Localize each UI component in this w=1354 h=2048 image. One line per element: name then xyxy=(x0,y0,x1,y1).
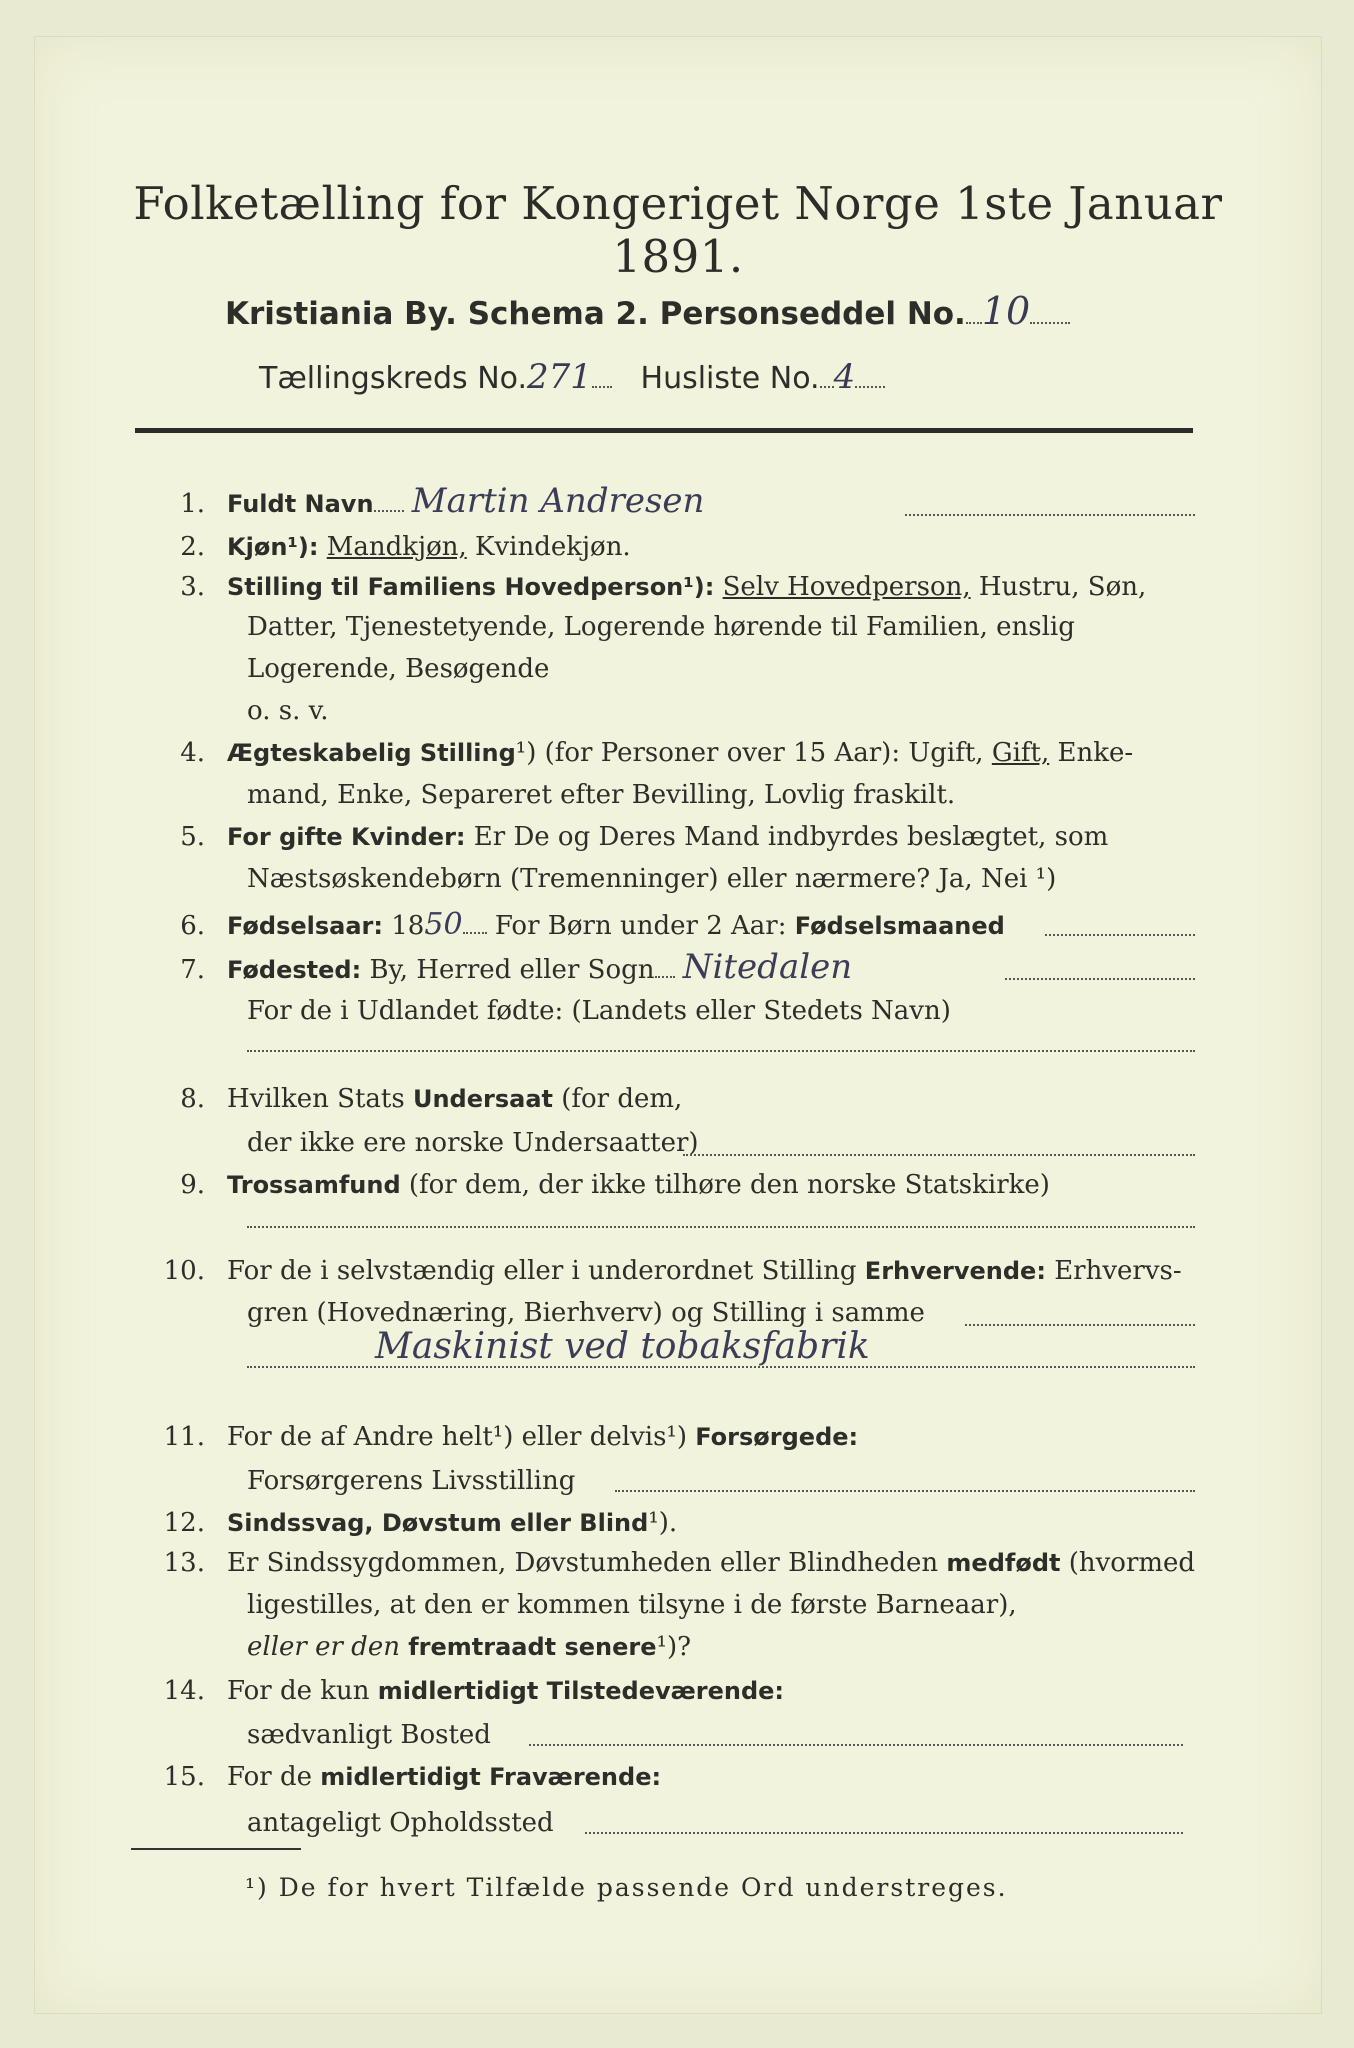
taellingskreds-label: Tællingskreds No. xyxy=(259,361,527,396)
header-line-1-prefix: Kristiania By. Schema 2. Personseddel No. xyxy=(225,296,966,332)
q1-answer-name: Martin Andresen xyxy=(411,481,705,521)
question-8: 8. Hvilken Stats Undersaat (for dem, xyxy=(180,1084,683,1114)
husliste-number: 4 xyxy=(833,357,856,397)
question-9: 9. Trossamfund (for dem, der ikke tilhøre den norske Statskirke) xyxy=(180,1170,1050,1200)
question-7: 7. Fødested: By, Herred eller Sogn Nitedalen xyxy=(180,947,853,987)
q10-occupation: Maskinist ved tobaksfabrik xyxy=(375,1326,870,1367)
question-2: 2. Kjøn¹): Mandkjøn, Kvindekjøn. xyxy=(180,532,631,562)
question-15: 15. For de midlertidigt Fraværende: xyxy=(163,1762,662,1792)
question-5: 5. For gifte Kvinder: Er De og Deres Mand indbyrdes beslægtet, som xyxy=(180,822,1109,852)
q7-birthplace: Nitedalen xyxy=(682,947,853,987)
question-14: 14. For de kun midlertidigt Tilstedeværende: xyxy=(163,1676,785,1706)
form-title: Folketælling for Kongeriget Norge 1ste Januar 1891. xyxy=(133,177,1223,283)
question-12: 12. Sindssvag, Døvstum eller Blind¹). xyxy=(163,1508,678,1538)
q3-selected-option: Selv Hovedperson, xyxy=(722,572,971,602)
personseddel-number: 10 xyxy=(981,289,1031,333)
question-10: 10. For de i selvstændig eller i underordnet Stilling Erhvervende: Erhvervs- xyxy=(163,1256,1182,1286)
taellingskreds-number: 271 xyxy=(527,357,592,397)
footnote: ¹) De for hvert Tilfælde passende Ord understreges. xyxy=(245,1873,1008,1902)
question-13: 13. Er Sindssygdommen, Døvstumheden eller Blindheden medfødt (hvormed xyxy=(163,1548,1196,1578)
q6-birth-year: 50 xyxy=(424,907,463,942)
question-6: 6. Fødselsaar: 1850 For Børn under 2 Aar: Fødselsmaaned xyxy=(180,907,1005,942)
census-form: Folketælling for Kongeriget Norge 1ste Januar 1891. Kristiania By. Schema 2. Personseddel No. 10 Tællingskreds No.271 Husliste No. 4 1. Fuldt Navn Martin Andresen 2. Kjøn¹): Mandkjøn, Kvindekjøn. 3. Stilling til Familiens Hovedperson¹): Selv Hovedperson, Hustru, Søn, Datter, Tjenestetyende, Logerende hørende til Familien, enslig Logerende, Besøgende o. s. v. 4. Ægteskabelig Stilling¹) (for Personer over 15 Aar): Ugift, Gift, Enke- mand, Enke, Separeret efter Bevilling, Lovlig fraskilt. 5. For gifte Kvinder: Er De og Deres Mand indbyrdes beslægtet, som Næstsøskendebørn (Tremenninger) eller nærmere? Ja, Nei ¹) 6. Fødselsaar: 1850 For Børn under 2 Aar: Fødselsmaaned 7. Fødested: By, Herred eller Sogn Nitedalen For de i Udlandet fødte: (Landets eller Stedets Navn) 8. Hvilken Stats Undersaat (for dem, der ikke ere norske Undersaatter) 9. Trossamfund (for dem, der ikke tilhøre den norske Statskirke) 10. For de i selvstændig eller i underordnet Stilling Erhvervende: Erhvervs- gren (Hovednæring, Bierhverv) og Stilling i samme Maskinist ved tobaksfabrik 11. For de af Andre helt¹) eller delvis¹) Forsørgede: Forsørgerens Livsstilling 12. Sindssvag, Døvstum eller Blind¹). 13. Er Sindssygdommen, Døvstumheden eller Blindheden medfødt (hvormed ligestilles, at den er kommen tilsyne i de første Barneaar), eller er den fremtraadt senere¹)? 14. For de kun midlertidigt Tilstedeværende: sædvanligt Bosted 15. For de midlertidigt Fraværende: antageligt Opholdssted ¹) De for hvert Tilfælde passende Ord understreges. xyxy=(34,36,1322,2014)
question-4: 4. Ægteskabelig Stilling¹) (for Personer over 15 Aar): Ugift, Gift, Enke- xyxy=(180,738,1134,768)
question-11: 11. For de af Andre helt¹) eller delvis¹) Forsørgede: xyxy=(163,1422,859,1452)
header-line-2 xyxy=(259,357,885,397)
header-rule xyxy=(135,428,1193,433)
husliste-label: Husliste No. xyxy=(640,361,820,396)
q2-selected-option: Mandkjøn, xyxy=(326,532,467,562)
q1-label: Fuldt Navn xyxy=(227,490,374,518)
question-1: 1. Fuldt Navn Martin Andresen xyxy=(180,481,705,521)
question-3: 3. Stilling til Familiens Hovedperson¹): Selv Hovedperson, Hustru, Søn, xyxy=(180,572,1147,602)
q4-selected-option: Gift, xyxy=(991,738,1050,768)
footnote-rule xyxy=(131,1848,301,1850)
header-line-1 xyxy=(225,289,1070,333)
